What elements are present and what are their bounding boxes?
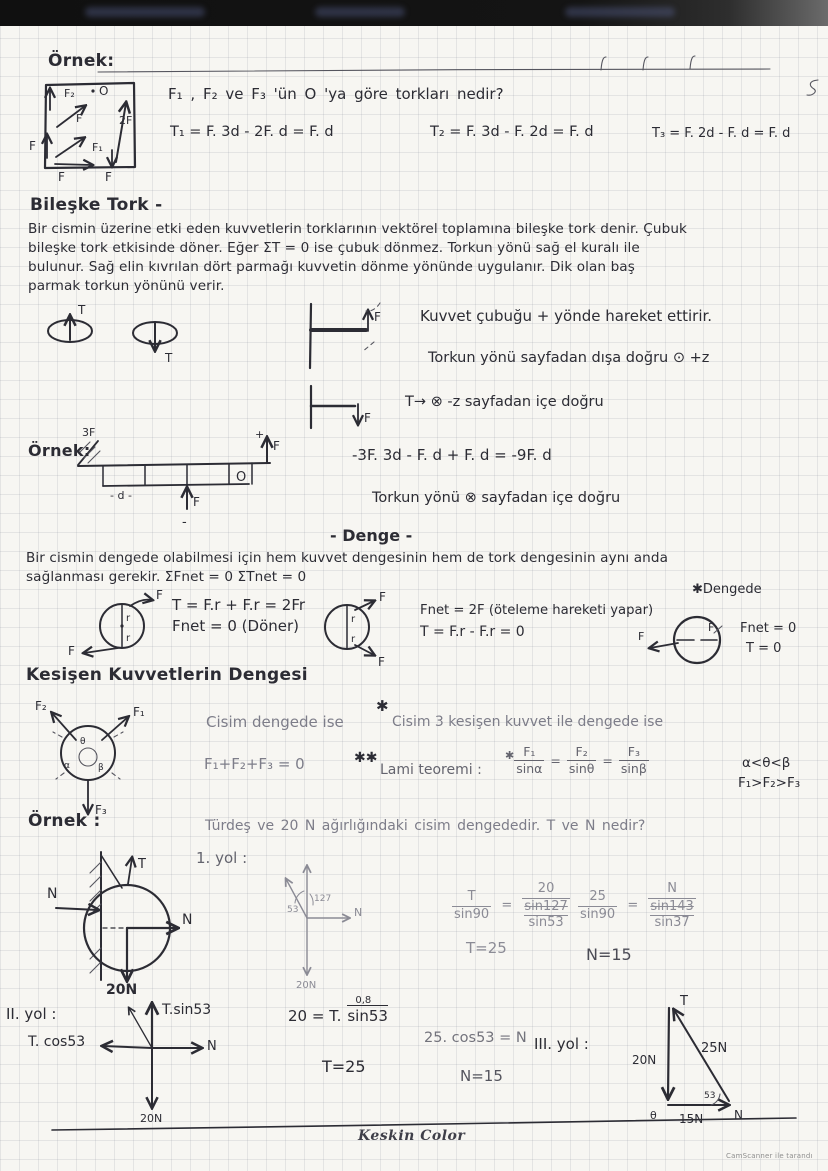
method2-result-T: T=25	[322, 1057, 366, 1076]
note-torque-out: Torkun yönü sayfadan dışa doğru ⊙ +z	[428, 350, 710, 366]
inequality-forces: F₁>F₂>F₃	[738, 775, 801, 791]
label-n: N	[734, 1108, 743, 1122]
label-f-left: F	[29, 139, 36, 153]
scan-top-edge	[0, 0, 828, 26]
label-origin-o: O	[236, 470, 247, 485]
case1-eq1: T = F.r + F.r = 2Fr	[172, 596, 306, 614]
bileske-line3: bulunur. Sağ elin kıvrılan dört parmağı kuvvetin dönme yönünde uygulanır. Dik olan baş	[28, 259, 635, 275]
label-t-up: T	[78, 303, 86, 317]
method1-label: 1. yol :	[196, 849, 248, 867]
bileske-line2: bileşke tork etkisinde döner. Eğer ΣT = 0 ise çubuk dönmez. Torkun yönü sağ el kuralı ile	[28, 240, 640, 256]
example2-equation: -3F. 3d - F. d + F. d = -9F. d	[352, 446, 552, 464]
label-tsin53: T.sin53	[162, 1002, 212, 1018]
lami-equation: ✱ $\frac{\text{F₁}}{\sin\alpha}$ = $\frac{\text{F₂}}{\sin\theta}$ = $\frac{\text{F₃}}{\sin\beta}$	[505, 744, 647, 777]
label-3f: 3F	[82, 426, 96, 439]
example3-label: Örnek :	[28, 811, 101, 831]
label-25n: 25N	[701, 1041, 728, 1056]
label-n: N	[207, 1039, 217, 1054]
label-r: r	[351, 634, 356, 645]
label-f-up: F	[374, 310, 381, 324]
denge-line1: Bir cismin dengede olabilmesi için hem kuvvet dengesinin hem de tork dengesinin aynı anda	[26, 550, 669, 566]
note-torque-in: T→ ⊗ -z sayfadan içe doğru	[405, 394, 604, 410]
case3-eq2: T = 0	[746, 641, 782, 656]
example2-rod-diagram	[78, 426, 280, 530]
case1-eq2: Fnet = 0 (Döner)	[172, 617, 299, 635]
torque-eq-2: T₂ = F. 3d - F. 2d = F. d	[430, 124, 594, 140]
label-f-right: F	[273, 439, 280, 453]
star-mark-1: ✱	[376, 697, 389, 715]
label-angle-53: 53	[287, 905, 299, 915]
label-segment-d: - d -	[110, 489, 132, 502]
torque-couple-circle	[68, 588, 163, 658]
force-arrow-2f	[116, 103, 126, 162]
wall-sphere-diagram	[47, 852, 192, 998]
label-f-down2: F	[364, 411, 371, 425]
concurrent-forces-diagram	[35, 699, 145, 817]
bileske-line1: Bir cismin üzerine etki eden kuvvetlerin torklarının vektörel toplamına bileşke tork denir. Çubuk	[28, 221, 688, 237]
label-f-mid: F	[193, 495, 200, 509]
lami-label: Lami teoremi :	[380, 762, 482, 778]
label-o: O	[99, 84, 109, 98]
label-tcos53: T. cos53	[28, 1034, 86, 1050]
force-arrow	[55, 164, 92, 165]
label-f1: F₁	[92, 141, 103, 154]
lami-frac1: $\frac{\text{F₁}}{\sin\alpha}$	[516, 744, 543, 777]
kesisen-text1: Cisim dengede ise	[206, 713, 344, 731]
torque-eq-1: T₁ = F. 3d - 2F. d = F. d	[170, 124, 334, 140]
label-angle-127: 127	[314, 894, 332, 904]
scan-artifact	[85, 7, 205, 17]
example1-label: Örnek:	[48, 51, 115, 71]
label-f-down: F	[105, 170, 112, 184]
label-n-right: N	[182, 912, 193, 928]
label-plus: +	[255, 428, 265, 441]
lami-frac2: $\frac{\text{F₂}}{\sin\theta}$	[568, 744, 595, 777]
label-corner-theta: θ	[650, 1109, 657, 1122]
method1-result-T: T=25	[466, 939, 507, 957]
inequality-angles: α<θ<β	[742, 755, 791, 771]
label-t: T	[680, 994, 688, 1009]
method1-eq-T: $\frac{T}{\sin 90}$ = 20 sin127 sin53	[454, 881, 568, 930]
method3-force-triangle	[632, 994, 743, 1126]
case2-eq1: Fnet = 2F (öteleme hareketi yapar)	[420, 603, 654, 618]
label-r: r	[126, 633, 131, 644]
torque-eq-3: T₃ = F. 2d - F. d = F. d	[652, 126, 791, 141]
bileske-tork-heading: Bileşke Tork -	[30, 195, 163, 215]
scan-artifact	[565, 7, 675, 17]
dengede-note: ✱Dengede	[692, 582, 762, 597]
label-alpha: α	[64, 761, 70, 771]
sin53-value-hint: 0,8	[355, 995, 372, 1006]
denge-line2: sağlanması gerekir. ΣFnet = 0 ΣTnet = 0	[26, 569, 307, 585]
rotation-direction-diagrams	[48, 303, 177, 365]
rod-force-down-diagram	[311, 386, 371, 428]
label-f: F	[156, 588, 163, 602]
label-20n: 20N	[140, 1112, 163, 1125]
example1-question: F₁ , F₂ ve F₃ 'ün O 'ya göre torkları nedir?	[168, 85, 504, 103]
lami-frac3: $\frac{\text{F₃}}{\sin\beta}$	[620, 744, 647, 777]
example2-note: Torkun yönü ⊗ sayfadan içe doğru	[372, 490, 621, 506]
case2-eq2: T = F.r - F.r = 0	[420, 624, 525, 640]
balanced-circle	[638, 617, 722, 663]
denge-heading: - Denge -	[330, 526, 413, 545]
method2-label: II. yol :	[6, 1005, 57, 1023]
camscanner-note: CamScanner ile tarandı	[726, 1152, 813, 1160]
label-20n: 20N	[632, 1053, 657, 1067]
scan-artifact	[315, 7, 405, 17]
kesisen-note: Cisim 3 kesişen kuvvet ile dengede ise	[392, 714, 664, 730]
bileske-line4: parmak torkun yönünü verir.	[28, 278, 225, 294]
label-f1: F₁	[133, 705, 145, 719]
notebook-watermark: Keskin Color	[358, 1128, 466, 1144]
label-2f: 2F	[119, 114, 133, 127]
label-f-bottom: F	[58, 170, 65, 184]
label-f: F	[378, 655, 385, 669]
label-f3: F₃	[95, 803, 107, 817]
method3-label: III. yol :	[534, 1035, 589, 1053]
method1-result-N: N=15	[586, 945, 632, 964]
method1-eq-N: $\frac{25}{\sin 90}$ = N sin143 sin37	[580, 881, 694, 930]
star-mark-2: ✱✱	[354, 750, 378, 766]
case3-eq1: Fnet = 0	[740, 621, 797, 636]
label-n: N	[354, 906, 363, 919]
method1-vector-diagram	[286, 866, 362, 991]
label-20n: 20N	[296, 980, 317, 991]
label-f-left: F	[638, 630, 645, 643]
torque-square-diagram	[29, 83, 135, 184]
kesisen-eq: F₁+F₂+F₃ = 0	[204, 755, 305, 773]
force-arrow	[56, 138, 84, 157]
lami-star: ✱	[505, 749, 515, 763]
label-weight: 20N	[106, 982, 138, 998]
method2-result-N: N=15	[460, 1067, 503, 1085]
point-o-dot	[91, 89, 94, 92]
kesisen-heading: Kesişen Kuvvetlerin Dengesi	[26, 665, 308, 685]
label-n-left: N	[47, 886, 58, 902]
note-force-direction: Kuvvet çubuğu + yönde hareket ettirir.	[420, 307, 713, 325]
label-tension: T	[138, 857, 146, 872]
label-15n: 15N	[679, 1112, 704, 1126]
label-f2: F₂	[64, 87, 75, 100]
method2-eq1: 20 = T. 0,8 sin53	[288, 995, 388, 1025]
label-beta: β	[98, 763, 104, 773]
example3-question: Türdeş ve 20 N ağırlığındaki cisim dengededir. T ve N nedir?	[205, 818, 646, 834]
label-theta: θ	[80, 737, 86, 747]
label-f: F	[379, 590, 386, 604]
label-f: F	[68, 644, 75, 658]
label-f-right: F	[708, 621, 715, 634]
label-f-diag: F	[76, 112, 83, 125]
label-r: r	[351, 614, 356, 625]
rod-force-up-diagram	[310, 303, 381, 368]
example2-label: Örnek:	[28, 441, 91, 460]
label-minus: -	[182, 515, 187, 530]
method2-eq2: 25. cos53 = N	[424, 1030, 527, 1046]
label-f2: F₂	[35, 699, 47, 713]
label-angle: 53	[704, 1091, 716, 1101]
label-t-down: T	[165, 351, 173, 365]
translation-circle	[325, 590, 386, 669]
label-r: r	[126, 613, 131, 624]
